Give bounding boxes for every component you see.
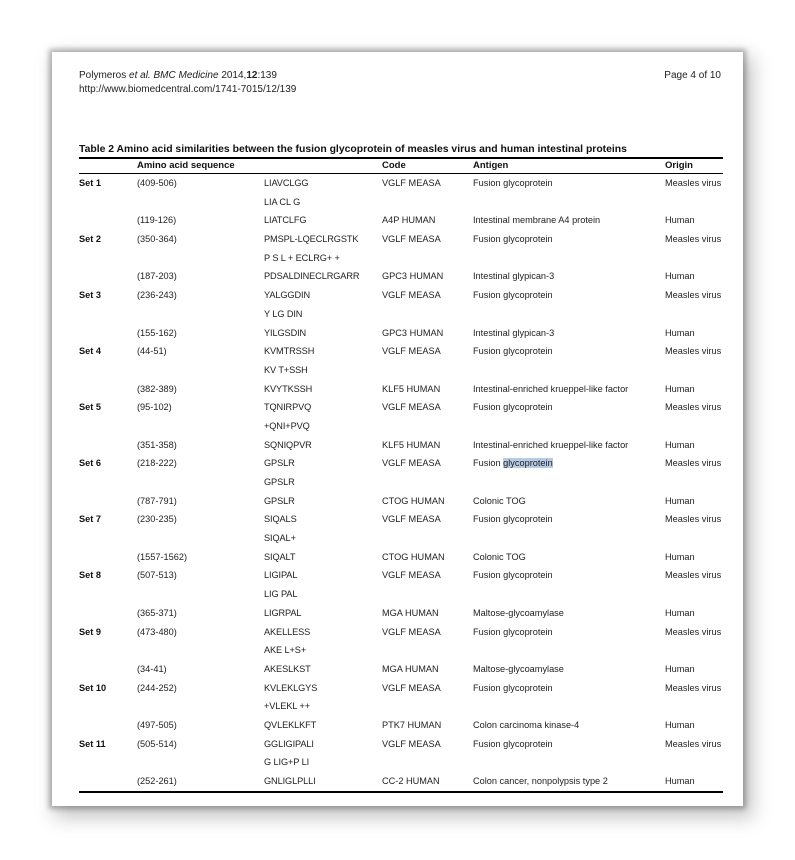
origin-label: Measles virus <box>665 570 722 581</box>
citation-journal: BMC Medicine <box>153 70 219 81</box>
protein-code: CTOG HUMAN <box>382 551 445 562</box>
amino-acid-sequence: LIG PAL <box>264 589 298 600</box>
amino-acid-sequence: LIAVCLGG <box>264 178 309 188</box>
protein-code: KLF5 HUMAN <box>382 383 441 394</box>
residue-range: (351-358) <box>137 439 177 450</box>
set-label: Set 7 <box>79 514 101 525</box>
citation-author: Polymeros <box>79 70 127 81</box>
amino-acid-sequence: KVLEKLGYS <box>264 682 318 693</box>
residue-range: (155-162) <box>137 327 177 338</box>
protein-code: VGLF MEASA <box>382 290 441 301</box>
protein-code: MGA HUMAN <box>382 607 439 618</box>
amino-acid-sequence: GPSLR <box>264 477 295 487</box>
table-row <box>52 473 743 492</box>
table-row <box>52 772 743 791</box>
amino-acid-sequence: GPSLR <box>264 495 295 506</box>
antigen-name: Fusion glycoprotein <box>473 178 553 188</box>
table-row <box>52 436 743 455</box>
origin-label: Human <box>665 663 695 674</box>
amino-acid-sequence: LIGIPAL <box>264 570 298 581</box>
antigen-name: Fusion glycoprotein <box>473 290 553 301</box>
protein-code: VGLF MEASA <box>382 514 441 525</box>
residue-range: (365-371) <box>137 607 177 618</box>
amino-acid-sequence: YALGGDIN <box>264 290 310 301</box>
origin-label: Measles virus <box>665 682 722 693</box>
protein-code: MGA HUMAN <box>382 663 439 674</box>
residue-range: (497-505) <box>137 719 177 730</box>
antigen-name: Fusion glycoprotein <box>473 402 553 413</box>
table-row <box>52 174 743 193</box>
table-row <box>52 193 743 212</box>
residue-range: (1557-1562) <box>137 551 188 562</box>
table-row <box>52 211 743 230</box>
citation-year: 2014, <box>221 70 247 81</box>
amino-acid-sequence: GNLIGLPLLI <box>264 776 316 786</box>
amino-acid-sequence: SIQAL+ <box>264 533 296 544</box>
protein-code: CTOG HUMAN <box>382 495 445 506</box>
table-body <box>52 174 743 791</box>
residue-range: (244-252) <box>137 682 177 693</box>
table-title: Table 2 Amino acid similarities between the fusion glycoprotein of measles virus and human intestinal proteins <box>79 144 627 155</box>
table-row <box>52 529 743 548</box>
residue-range: (236-243) <box>137 290 177 301</box>
amino-acid-sequence: AKE L+S+ <box>264 645 307 656</box>
table-row <box>52 716 743 735</box>
amino-acid-sequence: G LIG+P LI <box>264 757 310 768</box>
column-header-sequence: Amino acid sequence <box>137 160 235 171</box>
column-header-code: Code <box>382 160 406 171</box>
protein-code: KLF5 HUMAN <box>382 439 441 450</box>
residue-range: (187-203) <box>137 271 177 282</box>
table-row <box>52 230 743 249</box>
table-row <box>52 249 743 268</box>
origin-label: Human <box>665 327 695 338</box>
protein-code: VGLF MEASA <box>382 458 441 469</box>
citation-header <box>79 69 296 97</box>
protein-code: VGLF MEASA <box>382 346 441 357</box>
residue-range: (34-41) <box>137 663 167 674</box>
protein-code: VGLF MEASA <box>382 402 441 413</box>
residue-range: (409-506) <box>137 178 177 188</box>
table-row <box>52 267 743 286</box>
antigen-name: Colonic TOG <box>473 551 526 562</box>
origin-label: Measles virus <box>665 346 722 357</box>
set-label: Set 6 <box>79 458 101 469</box>
origin-label: Human <box>665 439 695 450</box>
amino-acid-sequence: AKELLESS <box>264 626 311 637</box>
origin-label: Measles virus <box>665 458 722 469</box>
residue-range: (230-235) <box>137 514 177 525</box>
table-row <box>52 417 743 436</box>
amino-acid-sequence: SQNIQPVR <box>264 439 312 450</box>
origin-label: Measles virus <box>665 234 722 245</box>
antigen-name: Intestinal membrane A4 protein <box>473 215 601 226</box>
citation-article: :139 <box>257 70 277 81</box>
antigen-name: Fusion glycoprotein <box>473 682 553 693</box>
table-row <box>52 660 743 679</box>
antigen-name: Fusion glycoprotein <box>473 346 553 357</box>
citation-volume: 12 <box>246 70 258 81</box>
table-row <box>52 454 743 473</box>
table-row <box>52 380 743 399</box>
antigen-name: Maltose-glycoamylase <box>473 607 564 618</box>
amino-acid-sequence: KVYTKSSH <box>264 383 313 394</box>
amino-acid-sequence: KVMTRSSH <box>264 346 315 357</box>
table-row <box>52 697 743 716</box>
set-label: Set 4 <box>79 346 101 357</box>
set-label: Set 8 <box>79 570 101 581</box>
amino-acid-sequence: LIA CL G <box>264 196 301 207</box>
protein-code: VGLF MEASA <box>382 682 441 693</box>
set-label: Set 10 <box>79 682 107 693</box>
protein-code: GPC3 HUMAN <box>382 271 444 282</box>
amino-acid-sequence: SIQALT <box>264 551 296 562</box>
residue-range: (44-51) <box>137 346 167 357</box>
table-row <box>52 361 743 380</box>
antigen-name <box>473 457 553 469</box>
origin-label: Human <box>665 495 695 506</box>
set-label: Set 1 <box>79 178 101 188</box>
set-label: Set 9 <box>79 626 101 637</box>
antigen-name: Colon carcinoma kinase-4 <box>473 719 580 730</box>
table-row <box>52 753 743 772</box>
column-header-antigen: Antigen <box>473 160 509 171</box>
residue-range: (252-261) <box>137 776 177 786</box>
amino-acid-sequence: P S L + ECLRG+ + <box>264 252 340 263</box>
antigen-name: Fusion glycoprotein <box>473 234 553 245</box>
amino-acid-sequence: LIATCLFG <box>264 215 307 226</box>
amino-acid-sequence: KV T+SSH <box>264 364 308 375</box>
amino-acid-sequence: SIQALS <box>264 514 297 525</box>
protein-code: A4P HUMAN <box>382 215 436 226</box>
residue-range: (382-389) <box>137 383 177 394</box>
amino-acid-sequence: GGLIGIPALI <box>264 738 314 749</box>
table-row <box>52 286 743 305</box>
antigen-name: Fusion glycoprotein <box>473 570 553 581</box>
table-row <box>52 604 743 623</box>
protein-code: VGLF MEASA <box>382 234 441 245</box>
origin-label: Human <box>665 551 695 562</box>
amino-acid-sequence: GPSLR <box>264 458 295 469</box>
origin-label: Human <box>665 215 695 226</box>
origin-label: Measles virus <box>665 290 722 301</box>
antigen-name: Colon cancer, nonpolypsis type 2 <box>473 776 608 786</box>
antigen-name: Fusion glycoprotein <box>473 738 553 749</box>
table-row <box>52 566 743 585</box>
residue-range: (505-514) <box>137 738 177 749</box>
antigen-name: Intestinal glypican-3 <box>473 271 555 282</box>
origin-label: Measles virus <box>665 738 722 749</box>
amino-acid-sequence: QVLEKLKFT <box>264 719 317 730</box>
table-bottom-rule <box>79 791 723 793</box>
table-row <box>52 679 743 698</box>
amino-acid-sequence: PMSPL-LQECLRGSTK <box>264 234 359 245</box>
origin-label: Measles virus <box>665 178 722 188</box>
table-top-rule <box>79 157 723 159</box>
residue-range: (350-364) <box>137 234 177 245</box>
antigen-name: Intestinal-enriched krueppel-like factor <box>473 383 629 394</box>
residue-range: (218-222) <box>137 458 177 469</box>
protein-code: CC-2 HUMAN <box>382 776 440 786</box>
set-label: Set 3 <box>79 290 101 301</box>
origin-label: Measles virus <box>665 514 722 525</box>
citation-etal: et al. <box>129 70 151 81</box>
amino-acid-sequence: YILGSDIN <box>264 327 307 338</box>
origin-label: Human <box>665 383 695 394</box>
antigen-name: Colonic TOG <box>473 495 526 506</box>
protein-code: VGLF MEASA <box>382 178 441 188</box>
amino-acid-sequence: LIGRPAL <box>264 607 302 618</box>
set-label: Set 2 <box>79 234 101 245</box>
residue-range: (507-513) <box>137 570 177 581</box>
selected-text-highlight[interactable]: glycoprotein <box>503 458 553 469</box>
residue-range: (95-102) <box>137 402 172 413</box>
residue-range: (787-791) <box>137 495 177 506</box>
origin-label: Human <box>665 719 695 730</box>
antigen-name: Fusion glycoprotein <box>473 514 553 525</box>
table-row <box>52 548 743 567</box>
protein-code: VGLF MEASA <box>382 738 441 749</box>
page-number: Page 4 of 10 <box>664 70 721 81</box>
amino-acid-sequence: +QNI+PVQ <box>264 420 310 431</box>
protein-code: GPC3 HUMAN <box>382 327 444 338</box>
origin-label: Human <box>665 271 695 282</box>
table-row <box>52 398 743 417</box>
protein-code: VGLF MEASA <box>382 570 441 581</box>
antigen-text-prefix: Fusion <box>473 458 504 469</box>
table-row <box>52 585 743 604</box>
protein-code: VGLF MEASA <box>382 626 441 637</box>
table-row <box>52 510 743 529</box>
table-row <box>52 342 743 361</box>
amino-acid-sequence: AKESLKST <box>264 663 311 674</box>
article-url[interactable]: http://www.biomedcentral.com/1741-7015/12/139 <box>79 84 297 95</box>
table-row <box>52 735 743 754</box>
antigen-name: Intestinal-enriched krueppel-like factor <box>473 439 629 450</box>
table-row <box>52 324 743 343</box>
antigen-name: Maltose-glycoamylase <box>473 663 564 674</box>
table-row <box>52 492 743 511</box>
table-row <box>52 641 743 660</box>
residue-range: (119-126) <box>137 215 177 226</box>
origin-label: Human <box>665 607 695 618</box>
set-label: Set 5 <box>79 402 101 413</box>
antigen-name: Intestinal glypican-3 <box>473 327 555 338</box>
amino-acid-sequence: +VLEKL ++ <box>264 701 311 712</box>
column-header-origin: Origin <box>665 160 693 171</box>
amino-acid-sequence: TQNIRPVQ <box>264 402 312 413</box>
origin-label: Measles virus <box>665 402 722 413</box>
set-label: Set 11 <box>79 738 106 749</box>
residue-range: (473-480) <box>137 626 177 637</box>
table-row <box>52 623 743 642</box>
document-page <box>52 52 743 806</box>
amino-acid-sequence: Y LG DIN <box>264 308 303 319</box>
origin-label: Human <box>665 776 695 786</box>
origin-label: Measles virus <box>665 626 722 637</box>
table-row <box>52 305 743 324</box>
protein-code: PTK7 HUMAN <box>382 719 442 730</box>
amino-acid-sequence: PDSALDINECLRGARR <box>264 271 360 282</box>
antigen-name: Fusion glycoprotein <box>473 626 553 637</box>
citation-line <box>79 69 296 83</box>
